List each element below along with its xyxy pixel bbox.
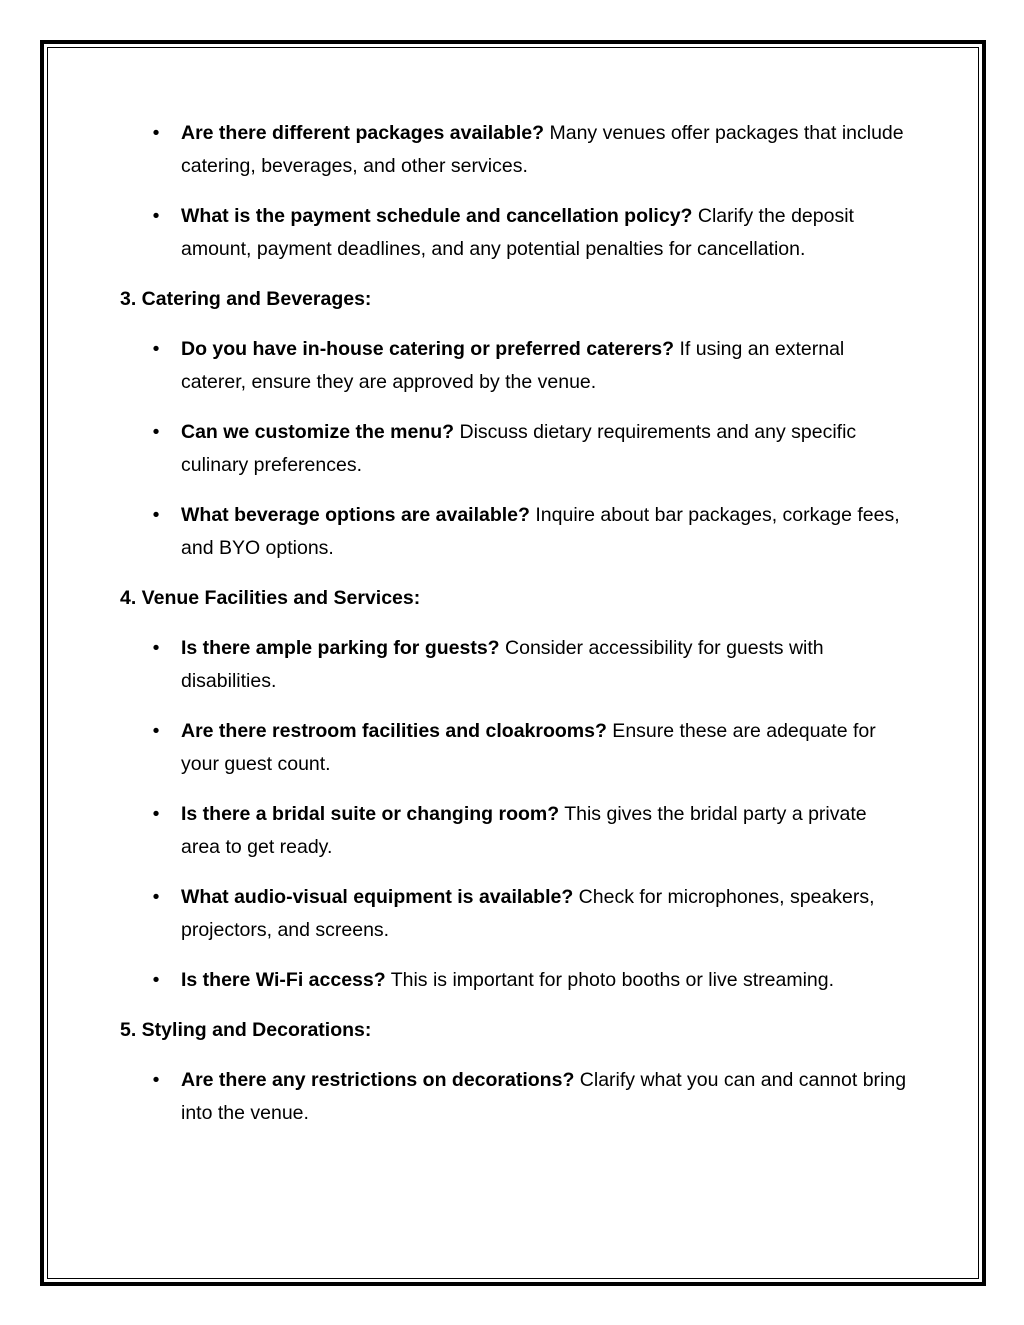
bullet-icon: • [152,969,160,991]
item-question: Is there a bridal suite or changing room? [181,803,560,825]
item-question: What is the payment schedule and cancellation policy? [181,205,693,227]
list-item [120,798,910,864]
item-answer: This is important for photo booths or live streaming. [385,969,835,991]
list-item [120,333,910,399]
section-heading: 3. Catering and Beverages: [120,288,372,310]
item-question: Are there any restrictions on decorations? [181,1069,575,1091]
list-item [120,964,910,997]
list-item [120,499,910,565]
bullet-icon: • [152,205,160,227]
item-answer: Clarify what you can and cannot bring into the venue. [181,1069,907,1124]
item-answer: Ensure these are adequate for your guest count. [181,720,876,775]
list-item [120,715,910,781]
item-question: Can we customize the menu? [181,421,455,443]
section-heading: 5. Styling and Decorations: [120,1019,372,1041]
bullet-icon: • [152,1069,160,1091]
item-question: Is there Wi-Fi access? [181,969,386,991]
item-question: Are there restroom facilities and cloakrooms? [181,720,607,742]
document-body [120,117,910,1147]
bullet-icon: • [152,504,160,526]
item-answer: Check for microphones, speakers, projectors, and screens. [181,886,875,941]
item-question: Is there ample parking for guests? [181,637,500,659]
bullet-icon: • [152,637,160,659]
bullet-icon: • [152,338,160,360]
item-answer: Discuss dietary requirements and any specific culinary preferences. [181,421,857,476]
bullet-icon: • [152,122,160,144]
list-item [120,200,910,266]
item-answer: Consider accessibility for guests with disabilities. [181,637,824,692]
list-item [120,117,910,183]
item-question: Are there different packages available? [181,122,545,144]
item-answer: Inquire about bar packages, corkage fees, and BYO options. [181,504,900,559]
item-answer: Clarify the deposit amount, payment deadlines, and any potential penalties for cancellation. [181,205,854,260]
item-question: Do you have in-house catering or preferred caterers? [181,338,675,360]
list-item [120,1064,910,1130]
bullet-icon: • [152,886,160,908]
bullet-icon: • [152,720,160,742]
item-question: What beverage options are available? [181,504,530,526]
item-answer: Many venues offer packages that include catering, beverages, and other services. [181,122,904,177]
list-item [120,416,910,482]
list-item [120,881,910,947]
item-question: What audio-visual equipment is available? [181,886,574,908]
bullet-icon: • [152,421,160,443]
section-heading: 4. Venue Facilities and Services: [120,587,421,609]
item-answer: If using an external caterer, ensure they are approved by the venue. [181,338,845,393]
item-answer: This gives the bridal party a private area to get ready. [181,803,867,858]
bullet-icon: • [152,803,160,825]
list-item [120,632,910,698]
